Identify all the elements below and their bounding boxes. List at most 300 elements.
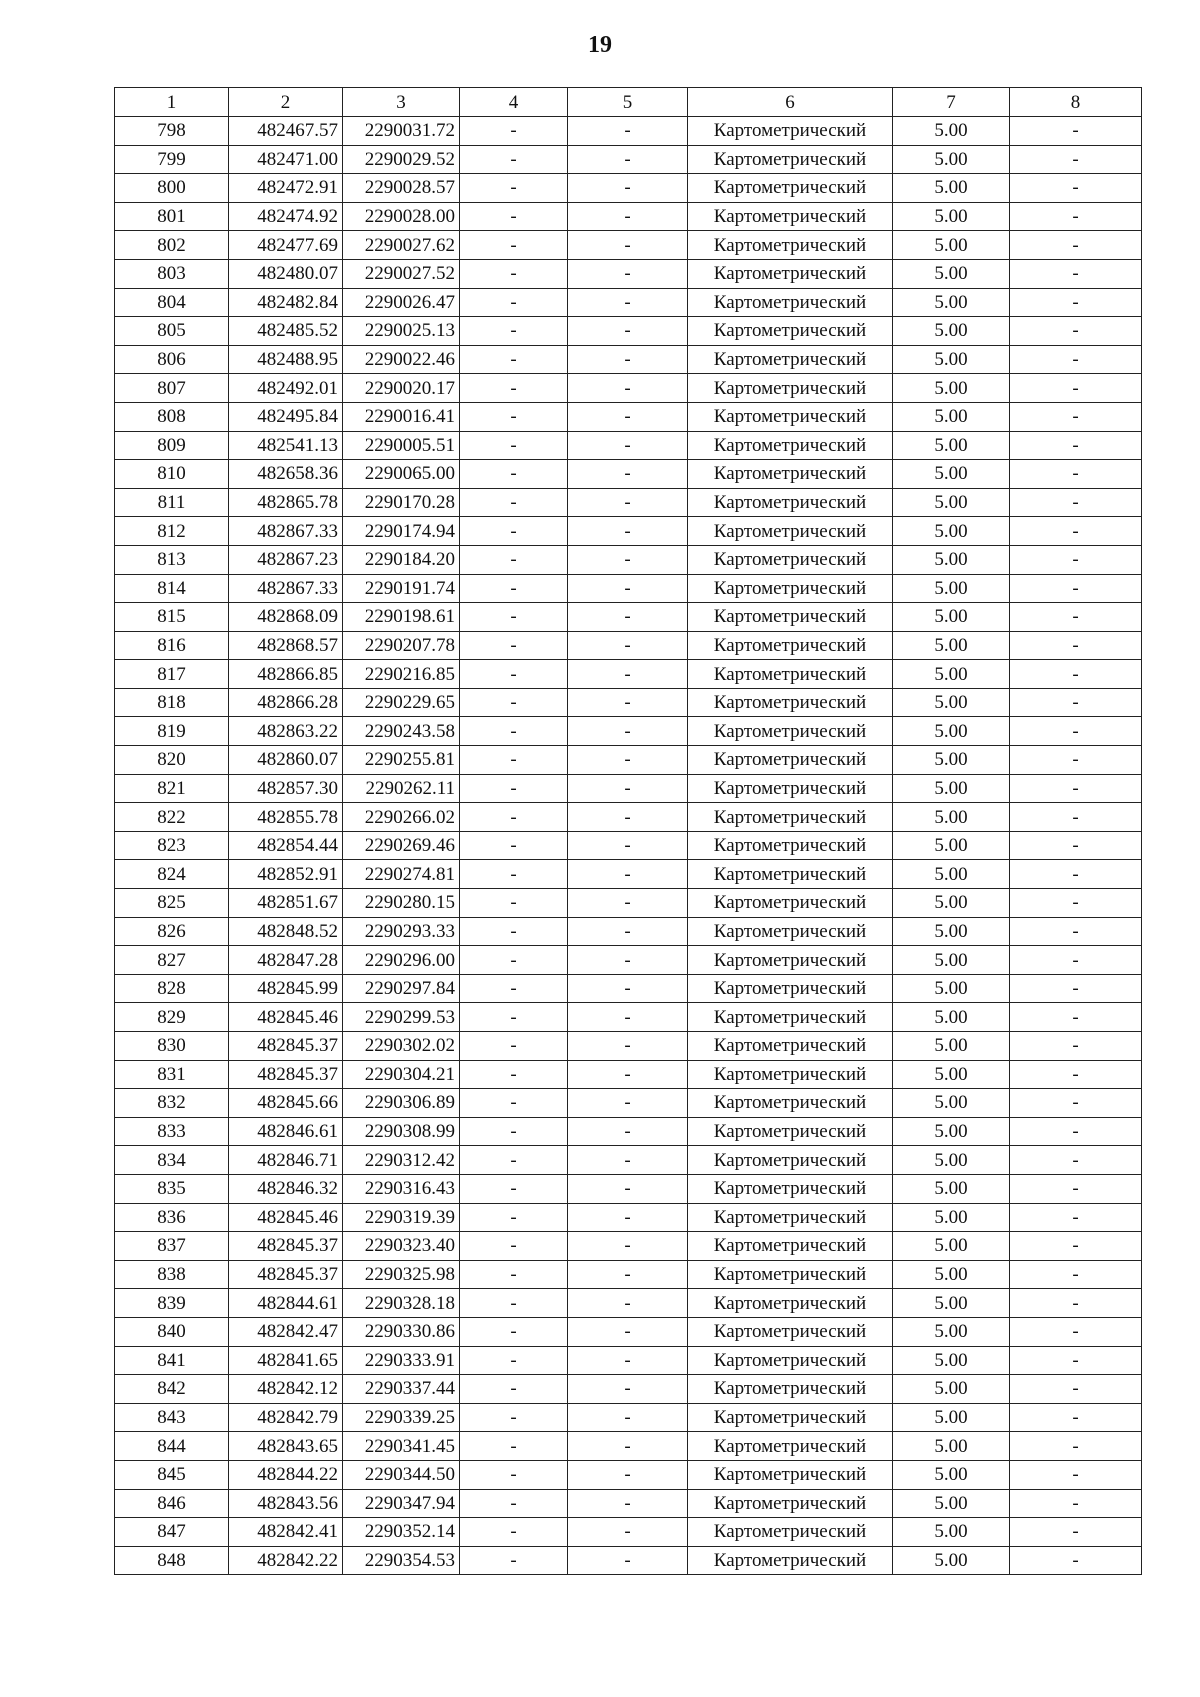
cell-method: Картометрический: [688, 631, 893, 660]
cell-column-5: -: [568, 117, 688, 146]
table-row: [115, 345, 1142, 374]
cell-y-coordinate: 2290302.02: [343, 1032, 460, 1061]
cell-column-8: -: [1010, 717, 1142, 746]
cell-column-4: -: [460, 374, 568, 403]
cell-x-coordinate: 482848.52: [229, 917, 343, 946]
table-row: [115, 460, 1142, 489]
cell-column-4: -: [460, 1032, 568, 1061]
cell-accuracy: 5.00: [893, 517, 1010, 546]
cell-column-5: -: [568, 174, 688, 203]
cell-column-5: -: [568, 1546, 688, 1575]
cell-y-coordinate: 2290026.47: [343, 288, 460, 317]
cell-y-coordinate: 2290319.39: [343, 1203, 460, 1232]
cell-accuracy: 5.00: [893, 1432, 1010, 1461]
cell-point-number: 817: [115, 660, 229, 689]
cell-method: Картометрический: [688, 117, 893, 146]
cell-column-5: -: [568, 1117, 688, 1146]
cell-method: Картометрический: [688, 517, 893, 546]
cell-column-8: -: [1010, 603, 1142, 632]
cell-x-coordinate: 482845.37: [229, 1032, 343, 1061]
cell-method: Картометрический: [688, 231, 893, 260]
cell-x-coordinate: 482866.28: [229, 688, 343, 717]
cell-point-number: 846: [115, 1489, 229, 1518]
cell-y-coordinate: 2290198.61: [343, 603, 460, 632]
cell-accuracy: 5.00: [893, 345, 1010, 374]
cell-column-5: -: [568, 574, 688, 603]
cell-method: Картометрический: [688, 946, 893, 975]
cell-x-coordinate: 482846.32: [229, 1174, 343, 1203]
cell-x-coordinate: 482488.95: [229, 345, 343, 374]
cell-accuracy: 5.00: [893, 660, 1010, 689]
table-row: [115, 1174, 1142, 1203]
cell-method: Картометрический: [688, 488, 893, 517]
cell-accuracy: 5.00: [893, 631, 1010, 660]
cell-accuracy: 5.00: [893, 1174, 1010, 1203]
cell-point-number: 799: [115, 145, 229, 174]
cell-column-4: -: [460, 431, 568, 460]
cell-column-4: -: [460, 1518, 568, 1547]
cell-column-5: -: [568, 603, 688, 632]
cell-column-4: -: [460, 1232, 568, 1261]
cell-point-number: 801: [115, 202, 229, 231]
table-row: [115, 1403, 1142, 1432]
column-header-3: 3: [343, 88, 460, 117]
cell-y-coordinate: 2290347.94: [343, 1489, 460, 1518]
cell-point-number: 842: [115, 1375, 229, 1404]
cell-x-coordinate: 482845.37: [229, 1060, 343, 1089]
cell-accuracy: 5.00: [893, 374, 1010, 403]
cell-column-5: -: [568, 1460, 688, 1489]
cell-method: Картометрический: [688, 460, 893, 489]
cell-accuracy: 5.00: [893, 1546, 1010, 1575]
cell-column-8: -: [1010, 1432, 1142, 1461]
cell-column-5: -: [568, 1174, 688, 1203]
cell-column-5: -: [568, 1489, 688, 1518]
cell-accuracy: 5.00: [893, 117, 1010, 146]
cell-y-coordinate: 2290207.78: [343, 631, 460, 660]
table-row: [115, 517, 1142, 546]
cell-point-number: 810: [115, 460, 229, 489]
cell-column-5: -: [568, 460, 688, 489]
cell-column-4: -: [460, 631, 568, 660]
cell-method: Картометрический: [688, 374, 893, 403]
cell-x-coordinate: 482472.91: [229, 174, 343, 203]
cell-point-number: 839: [115, 1289, 229, 1318]
cell-point-number: 848: [115, 1546, 229, 1575]
cell-x-coordinate: 482485.52: [229, 317, 343, 346]
cell-point-number: 836: [115, 1203, 229, 1232]
cell-method: Картометрический: [688, 574, 893, 603]
table-row: [115, 145, 1142, 174]
cell-column-5: -: [568, 631, 688, 660]
cell-column-4: -: [460, 1375, 568, 1404]
cell-accuracy: 5.00: [893, 402, 1010, 431]
cell-x-coordinate: 482854.44: [229, 831, 343, 860]
cell-column-4: -: [460, 117, 568, 146]
cell-column-4: -: [460, 174, 568, 203]
table-row: [115, 1317, 1142, 1346]
cell-y-coordinate: 2290174.94: [343, 517, 460, 546]
cell-point-number: 807: [115, 374, 229, 403]
cell-method: Картометрический: [688, 174, 893, 203]
table-row: [115, 974, 1142, 1003]
cell-point-number: 812: [115, 517, 229, 546]
cell-column-8: -: [1010, 631, 1142, 660]
cell-column-5: -: [568, 717, 688, 746]
cell-column-8: -: [1010, 1403, 1142, 1432]
cell-column-4: -: [460, 717, 568, 746]
cell-column-5: -: [568, 660, 688, 689]
cell-y-coordinate: 2290065.00: [343, 460, 460, 489]
cell-accuracy: 5.00: [893, 1346, 1010, 1375]
cell-y-coordinate: 2290020.17: [343, 374, 460, 403]
cell-x-coordinate: 482844.61: [229, 1289, 343, 1318]
cell-method: Картометрический: [688, 603, 893, 632]
cell-accuracy: 5.00: [893, 889, 1010, 918]
cell-column-4: -: [460, 746, 568, 775]
table-row: [115, 574, 1142, 603]
cell-point-number: 841: [115, 1346, 229, 1375]
cell-column-4: -: [460, 1089, 568, 1118]
cell-x-coordinate: 482865.78: [229, 488, 343, 517]
cell-column-5: -: [568, 374, 688, 403]
coordinates-table: [114, 87, 1142, 1575]
cell-column-8: -: [1010, 1260, 1142, 1289]
cell-x-coordinate: 482845.99: [229, 974, 343, 1003]
cell-x-coordinate: 482477.69: [229, 231, 343, 260]
cell-method: Картометрический: [688, 831, 893, 860]
cell-y-coordinate: 2290031.72: [343, 117, 460, 146]
cell-point-number: 835: [115, 1174, 229, 1203]
table-row: [115, 488, 1142, 517]
cell-column-4: -: [460, 974, 568, 1003]
table-row: [115, 717, 1142, 746]
cell-y-coordinate: 2290022.46: [343, 345, 460, 374]
cell-y-coordinate: 2290028.00: [343, 202, 460, 231]
cell-x-coordinate: 482851.67: [229, 889, 343, 918]
cell-method: Картометрический: [688, 431, 893, 460]
cell-y-coordinate: 2290170.28: [343, 488, 460, 517]
table-row: [115, 1289, 1142, 1318]
cell-column-8: -: [1010, 1060, 1142, 1089]
table-row: [115, 259, 1142, 288]
cell-y-coordinate: 2290308.99: [343, 1117, 460, 1146]
cell-accuracy: 5.00: [893, 917, 1010, 946]
cell-point-number: 825: [115, 889, 229, 918]
table-row: [115, 1146, 1142, 1175]
cell-column-4: -: [460, 145, 568, 174]
cell-column-5: -: [568, 1232, 688, 1261]
cell-point-number: 845: [115, 1460, 229, 1489]
cell-column-4: -: [460, 803, 568, 832]
cell-column-5: -: [568, 317, 688, 346]
cell-column-8: -: [1010, 1546, 1142, 1575]
cell-column-4: -: [460, 660, 568, 689]
cell-column-5: -: [568, 488, 688, 517]
cell-column-5: -: [568, 1375, 688, 1404]
cell-column-8: -: [1010, 1489, 1142, 1518]
cell-x-coordinate: 482467.57: [229, 117, 343, 146]
cell-y-coordinate: 2290269.46: [343, 831, 460, 860]
table-body: [115, 117, 1142, 1575]
cell-column-8: -: [1010, 1003, 1142, 1032]
cell-method: Картометрический: [688, 1117, 893, 1146]
cell-y-coordinate: 2290299.53: [343, 1003, 460, 1032]
cell-column-8: -: [1010, 1089, 1142, 1118]
cell-method: Картометрический: [688, 259, 893, 288]
cell-column-8: -: [1010, 1232, 1142, 1261]
cell-method: Картометрический: [688, 1346, 893, 1375]
cell-method: Картометрический: [688, 145, 893, 174]
cell-x-coordinate: 482474.92: [229, 202, 343, 231]
cell-point-number: 814: [115, 574, 229, 603]
cell-column-8: -: [1010, 231, 1142, 260]
table-row: [115, 288, 1142, 317]
cell-point-number: 813: [115, 545, 229, 574]
cell-column-8: -: [1010, 1203, 1142, 1232]
table-row: [115, 174, 1142, 203]
cell-y-coordinate: 2290255.81: [343, 746, 460, 775]
cell-method: Картометрический: [688, 917, 893, 946]
cell-point-number: 821: [115, 774, 229, 803]
table-row: [115, 660, 1142, 689]
cell-x-coordinate: 482857.30: [229, 774, 343, 803]
cell-column-8: -: [1010, 946, 1142, 975]
cell-point-number: 847: [115, 1518, 229, 1547]
column-header-7: 7: [893, 88, 1010, 117]
cell-point-number: 802: [115, 231, 229, 260]
cell-column-8: -: [1010, 174, 1142, 203]
cell-point-number: 818: [115, 688, 229, 717]
cell-point-number: 803: [115, 259, 229, 288]
cell-point-number: 832: [115, 1089, 229, 1118]
cell-column-5: -: [568, 1089, 688, 1118]
cell-column-4: -: [460, 1003, 568, 1032]
table-row: [115, 231, 1142, 260]
table-row: [115, 803, 1142, 832]
cell-point-number: 808: [115, 402, 229, 431]
cell-point-number: 819: [115, 717, 229, 746]
cell-column-4: -: [460, 831, 568, 860]
cell-x-coordinate: 482868.09: [229, 603, 343, 632]
cell-column-8: -: [1010, 460, 1142, 489]
cell-accuracy: 5.00: [893, 259, 1010, 288]
cell-column-8: -: [1010, 831, 1142, 860]
cell-point-number: 815: [115, 603, 229, 632]
cell-y-coordinate: 2290262.11: [343, 774, 460, 803]
cell-column-4: -: [460, 1403, 568, 1432]
cell-x-coordinate: 482863.22: [229, 717, 343, 746]
cell-column-8: -: [1010, 402, 1142, 431]
cell-point-number: 820: [115, 746, 229, 775]
cell-accuracy: 5.00: [893, 974, 1010, 1003]
table-row: [115, 946, 1142, 975]
cell-column-4: -: [460, 1260, 568, 1289]
cell-column-5: -: [568, 946, 688, 975]
cell-accuracy: 5.00: [893, 860, 1010, 889]
table-row: [115, 746, 1142, 775]
cell-y-coordinate: 2290027.62: [343, 231, 460, 260]
cell-column-8: -: [1010, 803, 1142, 832]
cell-x-coordinate: 482541.13: [229, 431, 343, 460]
cell-point-number: 830: [115, 1032, 229, 1061]
cell-column-5: -: [568, 889, 688, 918]
cell-x-coordinate: 482843.56: [229, 1489, 343, 1518]
cell-column-5: -: [568, 1289, 688, 1318]
cell-column-4: -: [460, 1174, 568, 1203]
cell-column-4: -: [460, 288, 568, 317]
cell-column-8: -: [1010, 431, 1142, 460]
cell-method: Картометрический: [688, 1289, 893, 1318]
cell-column-5: -: [568, 917, 688, 946]
cell-y-coordinate: 2290316.43: [343, 1174, 460, 1203]
cell-point-number: 800: [115, 174, 229, 203]
cell-column-4: -: [460, 1117, 568, 1146]
cell-y-coordinate: 2290216.85: [343, 660, 460, 689]
cell-column-5: -: [568, 288, 688, 317]
cell-method: Картометрический: [688, 1317, 893, 1346]
table-row: [115, 402, 1142, 431]
cell-column-4: -: [460, 1460, 568, 1489]
cell-method: Картометрический: [688, 1032, 893, 1061]
cell-y-coordinate: 2290297.84: [343, 974, 460, 1003]
cell-x-coordinate: 482847.28: [229, 946, 343, 975]
cell-method: Картометрический: [688, 1060, 893, 1089]
cell-method: Картометрический: [688, 1003, 893, 1032]
cell-accuracy: 5.00: [893, 1117, 1010, 1146]
cell-x-coordinate: 482841.65: [229, 1346, 343, 1375]
table-row: [115, 374, 1142, 403]
cell-column-8: -: [1010, 1289, 1142, 1318]
cell-accuracy: 5.00: [893, 1203, 1010, 1232]
cell-accuracy: 5.00: [893, 431, 1010, 460]
cell-point-number: 844: [115, 1432, 229, 1461]
cell-point-number: 824: [115, 860, 229, 889]
column-header-1: 1: [115, 88, 229, 117]
table-row: [115, 1117, 1142, 1146]
table-row: [115, 1489, 1142, 1518]
cell-accuracy: 5.00: [893, 803, 1010, 832]
table-row: [115, 431, 1142, 460]
cell-column-4: -: [460, 603, 568, 632]
cell-y-coordinate: 2290333.91: [343, 1346, 460, 1375]
cell-point-number: 804: [115, 288, 229, 317]
cell-accuracy: 5.00: [893, 1403, 1010, 1432]
cell-method: Картометрический: [688, 803, 893, 832]
cell-column-4: -: [460, 1546, 568, 1575]
cell-y-coordinate: 2290304.21: [343, 1060, 460, 1089]
cell-x-coordinate: 482845.37: [229, 1260, 343, 1289]
cell-x-coordinate: 482658.36: [229, 460, 343, 489]
cell-column-5: -: [568, 831, 688, 860]
cell-column-8: -: [1010, 488, 1142, 517]
table-row: [115, 1260, 1142, 1289]
cell-x-coordinate: 482846.71: [229, 1146, 343, 1175]
cell-point-number: 831: [115, 1060, 229, 1089]
cell-method: Картометрический: [688, 288, 893, 317]
cell-method: Картометрический: [688, 860, 893, 889]
cell-x-coordinate: 482842.41: [229, 1518, 343, 1547]
cell-x-coordinate: 482845.46: [229, 1203, 343, 1232]
table-row: [115, 860, 1142, 889]
cell-y-coordinate: 2290027.52: [343, 259, 460, 288]
table-row: [115, 202, 1142, 231]
cell-column-8: -: [1010, 117, 1142, 146]
cell-column-8: -: [1010, 574, 1142, 603]
cell-method: Картометрический: [688, 774, 893, 803]
cell-point-number: 834: [115, 1146, 229, 1175]
cell-x-coordinate: 482482.84: [229, 288, 343, 317]
cell-y-coordinate: 2290005.51: [343, 431, 460, 460]
cell-accuracy: 5.00: [893, 688, 1010, 717]
cell-column-4: -: [460, 517, 568, 546]
cell-point-number: 816: [115, 631, 229, 660]
cell-method: Картометрический: [688, 889, 893, 918]
cell-y-coordinate: 2290337.44: [343, 1375, 460, 1404]
table-row: [115, 917, 1142, 946]
cell-y-coordinate: 2290354.53: [343, 1546, 460, 1575]
cell-column-4: -: [460, 231, 568, 260]
cell-accuracy: 5.00: [893, 1489, 1010, 1518]
table-row: [115, 1060, 1142, 1089]
cell-column-5: -: [568, 345, 688, 374]
cell-column-5: -: [568, 688, 688, 717]
cell-method: Картометрический: [688, 660, 893, 689]
cell-column-4: -: [460, 202, 568, 231]
cell-y-coordinate: 2290296.00: [343, 946, 460, 975]
cell-column-5: -: [568, 145, 688, 174]
cell-column-8: -: [1010, 774, 1142, 803]
cell-x-coordinate: 482852.91: [229, 860, 343, 889]
cell-column-8: -: [1010, 517, 1142, 546]
cell-accuracy: 5.00: [893, 746, 1010, 775]
table-header-row: [115, 88, 1142, 117]
cell-accuracy: 5.00: [893, 1003, 1010, 1032]
cell-column-5: -: [568, 1003, 688, 1032]
cell-accuracy: 5.00: [893, 574, 1010, 603]
table-row: [115, 1432, 1142, 1461]
cell-x-coordinate: 482867.33: [229, 517, 343, 546]
cell-method: Картометрический: [688, 1089, 893, 1118]
cell-x-coordinate: 482867.23: [229, 545, 343, 574]
column-header-4: 4: [460, 88, 568, 117]
cell-y-coordinate: 2290306.89: [343, 1089, 460, 1118]
cell-accuracy: 5.00: [893, 946, 1010, 975]
cell-accuracy: 5.00: [893, 1518, 1010, 1547]
cell-column-5: -: [568, 1317, 688, 1346]
cell-point-number: 806: [115, 345, 229, 374]
cell-accuracy: 5.00: [893, 1146, 1010, 1175]
cell-point-number: 829: [115, 1003, 229, 1032]
cell-accuracy: 5.00: [893, 1060, 1010, 1089]
cell-accuracy: 5.00: [893, 1260, 1010, 1289]
cell-method: Картометрический: [688, 345, 893, 374]
cell-column-8: -: [1010, 317, 1142, 346]
column-header-8: 8: [1010, 88, 1142, 117]
cell-method: Картометрический: [688, 202, 893, 231]
cell-point-number: 827: [115, 946, 229, 975]
cell-column-8: -: [1010, 746, 1142, 775]
cell-column-5: -: [568, 431, 688, 460]
cell-column-4: -: [460, 1346, 568, 1375]
cell-method: Картометрический: [688, 1146, 893, 1175]
cell-column-4: -: [460, 688, 568, 717]
cell-method: Картометрический: [688, 974, 893, 1003]
cell-accuracy: 5.00: [893, 545, 1010, 574]
table-row: [115, 1518, 1142, 1547]
cell-column-4: -: [460, 889, 568, 918]
cell-y-coordinate: 2290266.02: [343, 803, 460, 832]
